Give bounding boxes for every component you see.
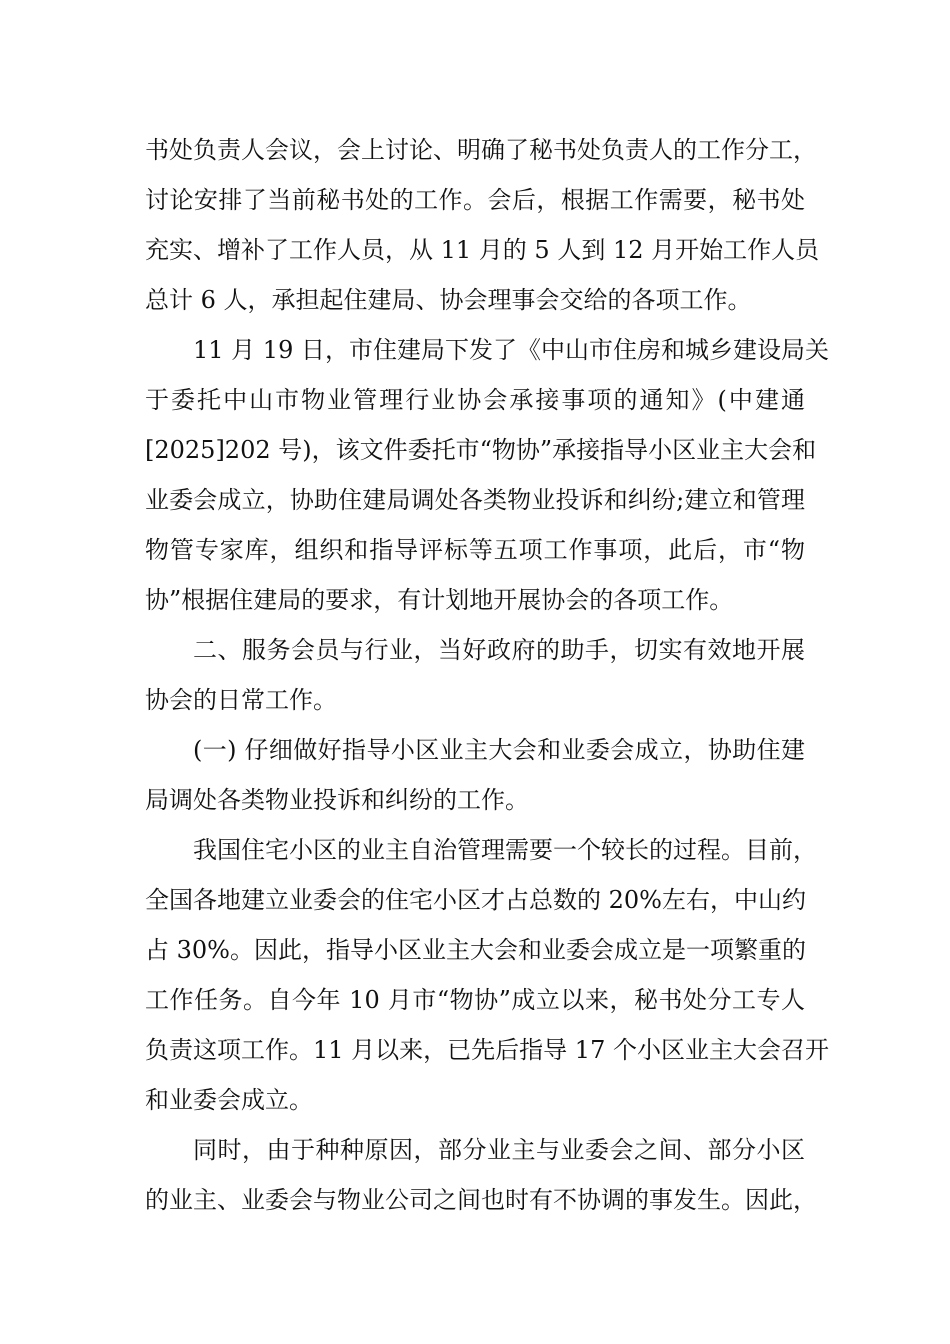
text-line: 充实、增补了工作人员，从 11 月的 5 人到 12 月开始工作人员	[145, 236, 820, 264]
text-line: 讨论安排了当前秘书处的工作。会后，根据工作需要，秘书处	[145, 186, 805, 214]
text-line: 的业主、业委会与物业公司之间也时有不协调的事发生。因此，	[145, 1186, 817, 1214]
text-line: 于委托中山市物业管理行业协会承接事项的通知》(中建通	[145, 386, 805, 414]
subsection-heading-line: (一) 仔细做好指导小区业主大会和业委会成立，协助住建	[193, 736, 805, 764]
text-line: 负责这项工作。11 月以来，已先后指导 17 个小区业主大会召开	[145, 1036, 829, 1064]
section-heading-line: 协会的日常工作。	[145, 686, 337, 714]
text-line: [2025]202 号)，该文件委托市“物协”承接指导小区业主大会和	[145, 436, 817, 464]
text-line: 和业委会成立。	[145, 1086, 313, 1114]
text-line: 占 30%。因此，指导小区业主大会和业委会成立是一项繁重的	[145, 936, 806, 964]
text-line: 书处负责人会议，会上讨论、明确了秘书处负责人的工作分工，	[145, 136, 817, 164]
subsection-heading-line: 局调处各类物业投诉和纠纷的工作。	[145, 786, 529, 814]
text-line: 全国各地建立业委会的住宅小区才占总数的 20%左右，中山约	[145, 886, 806, 914]
text-line: 业委会成立，协助住建局调处各类物业投诉和纠纷;建立和管理	[145, 486, 805, 514]
section-heading-line: 二、服务会员与行业，当好政府的助手，切实有效地开展	[193, 636, 805, 664]
text-line: 我国住宅小区的业主自治管理需要一个较长的过程。目前，	[193, 836, 817, 864]
text-line: 协”根据住建局的要求，有计划地开展协会的各项工作。	[145, 586, 734, 614]
text-line: 同时，由于种种原因，部分业主与业委会之间、部分小区	[193, 1136, 805, 1164]
text-line: 工作任务。自今年 10 月市“物协”成立以来，秘书处分工专人	[145, 986, 805, 1014]
text-line: 物管专家库，组织和指导评标等五项工作事项，此后，市“物	[145, 536, 805, 564]
text-line: 总计 6 人，承担起住建局、协会理事会交给的各项工作。	[145, 286, 752, 314]
text-line: 11 月 19 日，市住建局下发了《中山市住房和城乡建设局关	[193, 336, 829, 364]
